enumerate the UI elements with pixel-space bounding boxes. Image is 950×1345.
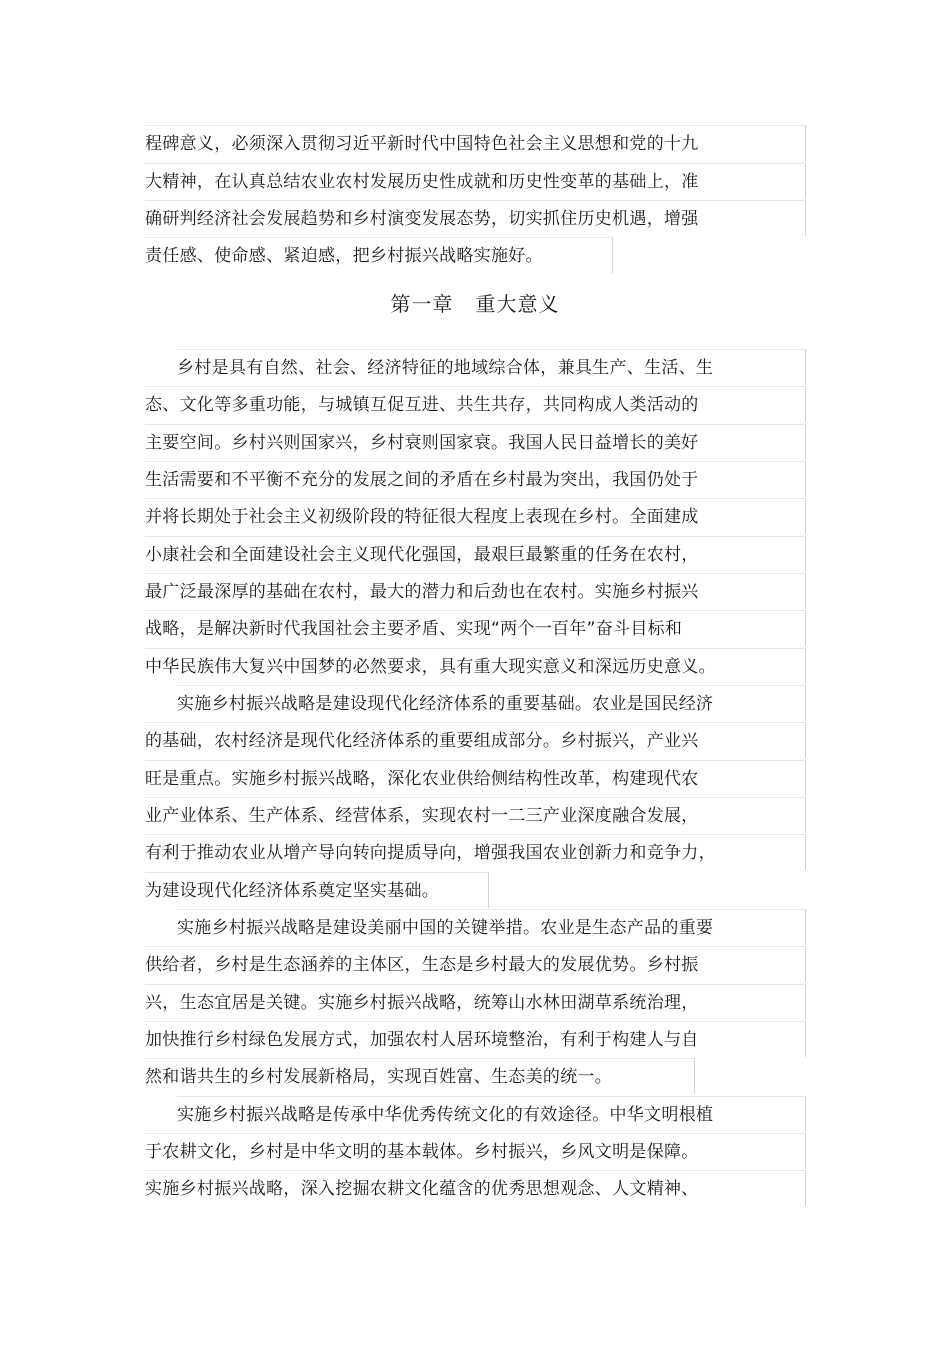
text-line: 最广泛最深厚的基础在农村，最大的潜力和后劲也在农村。实施乡村振兴 — [145, 573, 806, 609]
text-line: 于农耕文化，乡村是中华文明的基本载体。乡村振兴，乡风文明是保障。 — [145, 1133, 806, 1169]
text-line: 程碑意义，必须深入贯彻习近平新时代中国特色社会主义思想和党的十九 — [145, 125, 806, 161]
text-line: 的基础，农村经济是现代化经济体系的重要组成部分。乡村振兴，产业兴 — [145, 722, 806, 758]
text-line: 实施乡村振兴战略是建设美丽中国的关键举措。农业是生态产品的重要 — [177, 909, 806, 945]
text-line: 实施乡村振兴战略，深入挖掘农耕文化蕴含的优秀思想观念、人文精神、 — [145, 1170, 806, 1206]
text-line: 生活需要和不平衡不充分的发展之间的矛盾在乡村最为突出，我国仍处于 — [145, 461, 806, 497]
text-line: 并将长期处于社会主义初级阶段的特征很大程度上表现在乡村。全面建成 — [145, 498, 806, 534]
text-line: 中华民族伟大复兴中国梦的必然要求，具有重大现实意义和深远历史意义。 — [145, 648, 806, 684]
text-line: 加快推行乡村绿色发展方式，加强农村人居环境整治，有利于构建人与自 — [145, 1021, 806, 1057]
text-line: 然和谐共生的乡村发展新格局，实现百姓富、生态美的统一。 — [145, 1058, 695, 1094]
text-line: 态、文化等多重功能，与城镇互促互进、共生共存，共同构成人类活动的 — [145, 386, 806, 422]
text-line: 为建设现代化经济体系奠定坚实基础。 — [145, 872, 489, 908]
text-line: 有利于推动农业从增产导向转向提质导向，增强我国农业创新力和竞争力， — [145, 834, 806, 870]
text-line: 乡村是具有自然、社会、经济特征的地域综合体，兼具生产、生活、生 — [177, 349, 806, 385]
text-line: 实施乡村振兴战略是传承中华优秀传统文化的有效途径。中华文明根植 — [177, 1096, 806, 1132]
text-line: 战略，是解决新时代我国社会主要矛盾、实现“两个一百年”奋斗目标和 — [145, 610, 806, 646]
text-line: 供给者，乡村是生态涵养的主体区，生态是乡村最大的发展优势。乡村振 — [145, 946, 806, 982]
text-line: 责任感、使命感、紧迫感，把乡村振兴战略实施好。 — [145, 237, 613, 273]
chapter-heading: 第一章 重大意义 — [390, 292, 560, 316]
text-line: 业产业体系、生产体系、经营体系，实现农村一二三产业深度融合发展， — [145, 797, 806, 833]
text-line: 主要空间。乡村兴则国家兴，乡村衰则国家衰。我国人民日益增长的美好 — [145, 424, 806, 460]
text-line: 大精神，在认真总结农业农村发展历史性成就和历史性变革的基础上，准 — [145, 163, 806, 199]
text-line: 小康社会和全面建设社会主义现代化强国，最艰巨最繁重的任务在农村， — [145, 536, 806, 572]
text-line: 兴，生态宜居是关键。实施乡村振兴战略，统筹山水林田湖草系统治理， — [145, 984, 806, 1020]
text-line: 确研判经济社会发展趋势和乡村演变发展态势，切实抓住历史机遇，增强 — [145, 200, 806, 236]
text-line: 旺是重点。实施乡村振兴战略，深化农业供给侧结构性改革，构建现代农 — [145, 760, 806, 796]
text-line: 实施乡村振兴战略是建设现代化经济体系的重要基础。农业是国民经济 — [177, 685, 806, 721]
